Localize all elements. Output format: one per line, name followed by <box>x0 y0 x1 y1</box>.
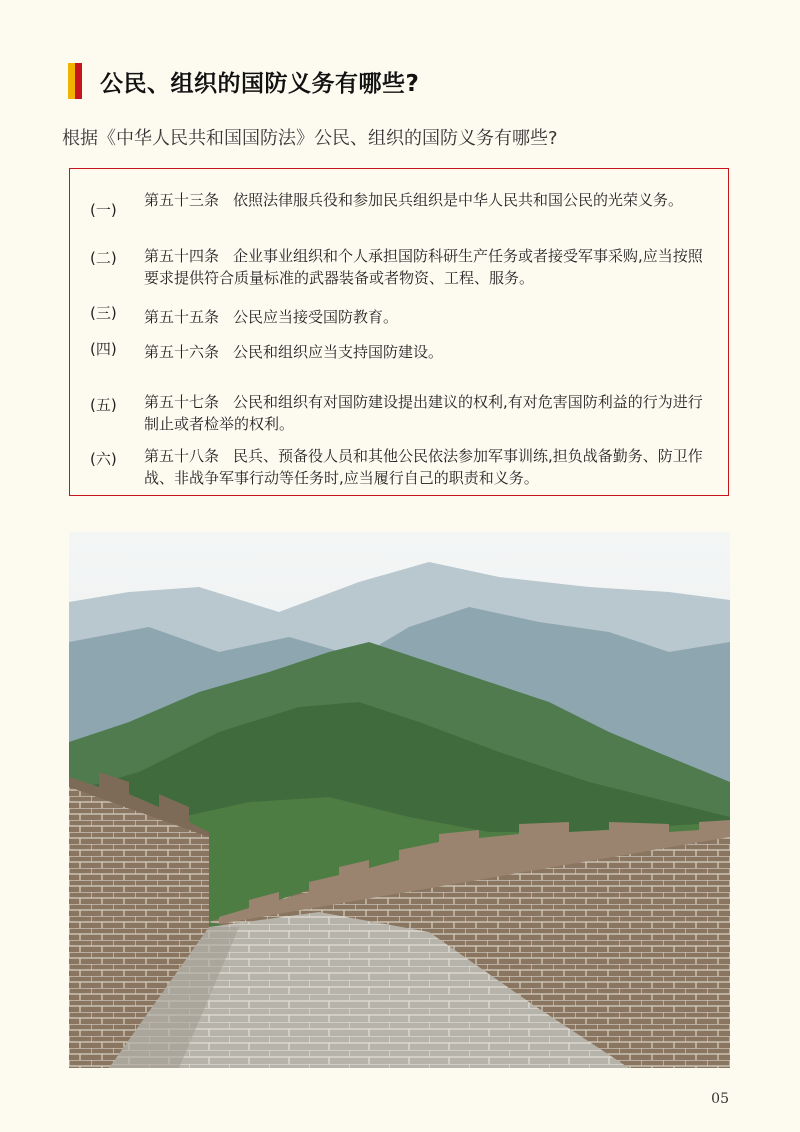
article-label: 第五十六条 <box>144 343 220 361</box>
great-wall-photo <box>69 532 730 1068</box>
article-content: 民兵、预备役人员和其他公民依法参加军事训练,担负战备勤务、防卫作战、非战争军事行动等任务时,应当履行自己的职责和义务。 <box>144 447 703 487</box>
title-accent-bar <box>68 63 82 99</box>
article-content: 公民和组织有对国防建设提出建议的权利,有对危害国防利益的行为进行制止或者检举的权利。 <box>144 393 703 433</box>
article-content: 公民和组织应当支持国防建设。 <box>233 343 444 361</box>
page-title: 公民、组织的国防义务有哪些? <box>100 70 420 97</box>
page-number: 05 <box>711 1091 729 1107</box>
article-content: 依照法律服兵役和参加民兵组织是中华人民共和国公民的光荣义务。 <box>233 191 684 209</box>
article-label: 第五十四条 <box>144 247 220 265</box>
article-number: (一) <box>90 201 117 219</box>
article-content: 企业事业组织和个人承担国防科研生产任务或者接受军事采购,应当按照要求提供符合质量标准的武器装备或者物资、工程、服务。 <box>144 247 703 287</box>
article-number: (三) <box>90 304 117 322</box>
article-text <box>144 391 716 435</box>
article-text <box>144 189 716 211</box>
article-number: (五) <box>90 396 117 414</box>
article-content: 公民应当接受国防教育。 <box>233 308 399 326</box>
accent-red <box>75 63 82 99</box>
article-number: (四) <box>90 340 117 358</box>
article-text <box>144 341 716 363</box>
article-number: (二) <box>90 249 117 267</box>
articles-box <box>69 168 729 496</box>
article-text <box>144 445 716 489</box>
article-label: 第五十八条 <box>144 447 220 465</box>
article-text <box>144 245 716 289</box>
article-text <box>144 306 716 328</box>
article-label: 第五十五条 <box>144 308 220 326</box>
section-header <box>68 62 419 100</box>
article-label: 第五十三条 <box>144 191 220 209</box>
question-text: 根据《中华人民共和国国防法》公民、组织的国防义务有哪些? <box>62 128 558 149</box>
article-number: (六) <box>90 450 117 468</box>
accent-yellow <box>68 63 75 99</box>
article-label: 第五十七条 <box>144 393 220 411</box>
